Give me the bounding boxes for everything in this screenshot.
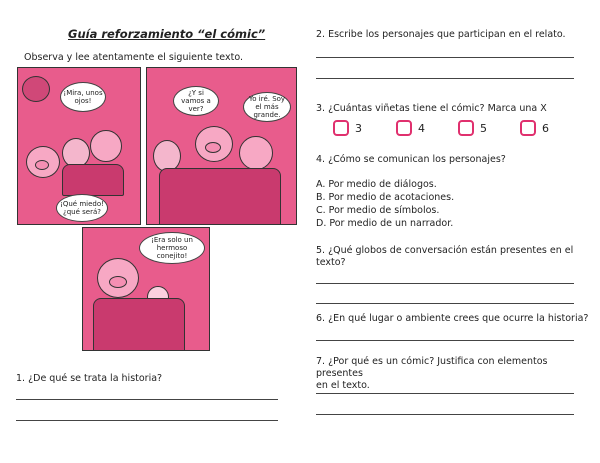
checkbox-option[interactable] [396,120,412,136]
speech-bubble [243,92,291,122]
speech-bubble [56,194,108,222]
checkbox-option[interactable] [520,120,536,136]
speech-bubble [60,82,106,112]
comic-panel-1 [17,67,141,225]
question-5 [316,245,578,269]
question-3: 3. ¿Cuántas viñetas tiene el cómic? Marca una X [316,103,547,114]
pig-head-illustration [90,130,122,162]
answer-line[interactable] [316,283,574,284]
bubble-text: ¡Mira, unos ojos! [63,89,103,105]
option-label: 4 [418,122,425,135]
answer-line[interactable] [316,414,574,415]
option-label: 6 [542,122,549,135]
speech-bubble [139,232,205,264]
pig-head-illustration [239,136,273,170]
comic-panel-3 [82,227,210,351]
page-title: Guía reforzamiento “el cómic” [68,27,266,41]
bubble-text: Yo iré. Soy el más grande. [248,95,286,119]
bubble-text: ¿Y si vamos a ver? [181,89,211,113]
question-7 [316,356,578,392]
question-2: 2. Escribe los personajes que participan en el relato. [316,29,566,40]
checkbox-option[interactable] [458,120,474,136]
character-body [93,298,185,351]
answer-option: D. Por medio de un narrador. [316,218,454,229]
answer-line[interactable] [16,420,278,421]
question-5-line-2: texto? [316,257,346,268]
wolf-head-illustration [22,76,50,102]
option-label: 3 [355,122,362,135]
answer-option: C. Por medio de símbolos. [316,205,440,216]
option-label: 5 [480,122,487,135]
pig-snout [205,142,221,153]
bubble-text: ¡Qué miedo! ¿qué será? [60,200,104,216]
character-body [62,164,124,196]
answer-line[interactable] [316,78,574,79]
question-4: 4. ¿Cómo se comunican los personajes? [316,154,506,165]
answer-line[interactable] [316,340,574,341]
question-5-line-1: 5. ¿Qué globos de conversación están presentes en el [316,245,574,256]
comic-panel-2 [146,67,297,225]
answer-line[interactable] [316,303,574,304]
pig-snout [35,160,49,170]
answer-line[interactable] [316,57,574,58]
bubble-text: ¡Era solo un hermoso conejito! [151,236,193,260]
answer-option: A. Por medio de diálogos. [316,179,437,190]
answer-line[interactable] [16,399,278,400]
checkbox-option[interactable] [333,120,349,136]
pig-snout [109,276,127,288]
question-1: 1. ¿De qué se trata la historia? [16,373,163,384]
question-7-line-2: en el texto. [316,380,370,391]
question-6: 6. ¿En qué lugar o ambiente crees que ocurre la historia? [316,313,589,324]
instruction-text: Observa y lee atentamente el siguiente texto. [24,52,243,63]
character-body [159,168,281,225]
answer-option: B. Por medio de acotaciones. [316,192,455,203]
speech-bubble [173,86,219,116]
answer-line[interactable] [316,393,574,394]
question-7-line-1: 7. ¿Por qué es un cómic? Justifica con elementos presentes [316,356,548,379]
